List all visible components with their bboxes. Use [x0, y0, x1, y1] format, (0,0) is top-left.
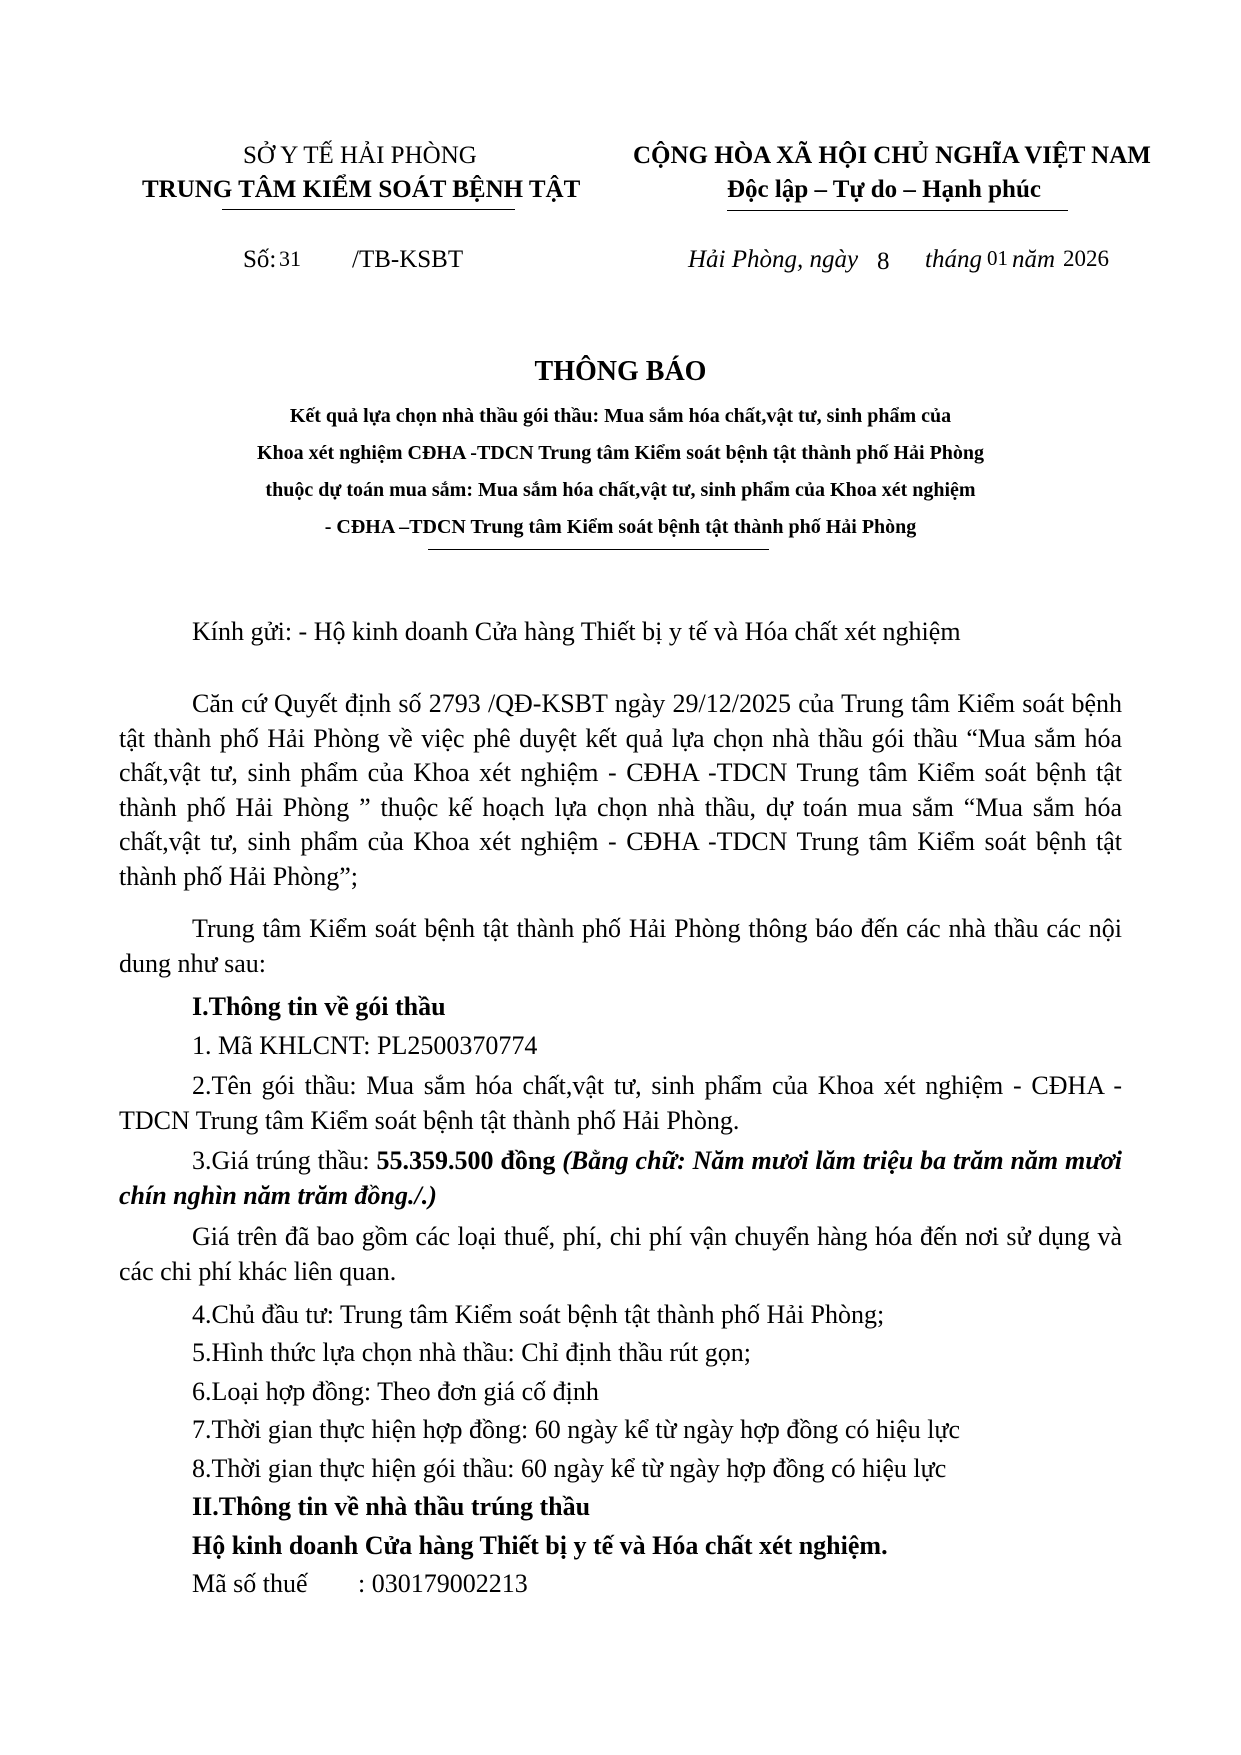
title-line-1: Kết quả lựa chọn nhà thầu gói thầu: Mua sắm hóa chất,vật tư, sinh phẩm của	[289, 405, 952, 427]
announce-paragraph: Trung tâm Kiểm soát bệnh tật thành phố Hải Phòng thông báo đến các nhà thầu các nội dung như sau:	[119, 914, 1122, 978]
title-line-4: - CĐHA –TDCN Trung tâm Kiểm soát bệnh tật thành phố Hải Phòng	[324, 516, 917, 538]
winning-price: 55.359.500 đồng	[376, 1146, 556, 1175]
document-title: THÔNG BÁO	[534, 356, 707, 387]
tax-code-value: : 030179002213	[358, 1569, 528, 1598]
recipient: Kính gửi: - Hộ kinh doanh Cửa hàng Thiết bị y tế và Hóa chất xét nghiệm	[192, 617, 961, 646]
org-name: TRUNG TÂM KIỂM SOÁT BỆNH TẬT	[142, 176, 581, 203]
doc-number: 31	[279, 246, 301, 271]
doc-number-label: Số:	[243, 246, 277, 273]
winning-price-words: (Bằng chữ: Năm mươi lăm triệu ba trăm năm mươi chín nghìn năm trăm đồng./.)	[119, 1146, 1122, 1210]
country-name: CỘNG HÒA XÃ HỘI CHỦ NGHĨA VIỆT NAM	[633, 142, 1151, 169]
item-1: 1. Mã KHLCNT: PL2500370774	[192, 1031, 538, 1060]
year-label: năm	[1012, 246, 1056, 273]
section-2-title: II.Thông tin về nhà thầu trúng thầu	[192, 1492, 591, 1521]
section-1-title: I.Thông tin về gói thầu	[192, 992, 446, 1021]
item-3	[119, 1144, 1122, 1213]
title-line-2: Khoa xét nghiệm CĐHA -TDCN Trung tâm Kiểm soát bệnh tật thành phố Hải Phòng	[256, 442, 985, 464]
tax-code-label: Mã số thuế	[192, 1569, 308, 1598]
item-2: 2.Tên gói thầu: Mua sắm hóa chất,vật tư, sinh phẩm của Khoa xét nghiệm - CĐHA -TDCN Trung tâm Kiểm soát bệnh tật thành phố Hải Phòng.	[119, 1071, 1122, 1135]
doc-number-suffix: /TB-KSBT	[352, 246, 464, 273]
basis-paragraph: Căn cứ Quyết định số 2793 /QĐ-KSBT ngày 29/12/2025 của Trung tâm Kiểm soát bệnh tật thành phố Hải Phòng về việc phê duyệt kết quả lựa chọn nhà thầu gói thầu “Mua sắm hóa chất,vật tư, sinh phẩm của Khoa xét nghiệm - CĐHA -TDCN Trung tâm Kiểm soát bệnh tật thành phố Hải Phòng ” thuộc kế hoạch lựa chọn nhà thầu, dự toán mua sắm “Mua sắm hóa chất,vật tư, sinh phẩm của Khoa xét nghiệm - CĐHA -TDCN Trung tâm Kiểm soát bệnh tật thành phố Hải Phòng”;	[119, 689, 1122, 891]
date-year: 2026	[1063, 246, 1109, 271]
title-line-3: thuộc dự toán mua sắm: Mua sắm hóa chất,vật tư, sinh phẩm của Khoa xét nghiệm	[265, 479, 976, 501]
item-3-label: 3.Giá trúng thầu:	[192, 1146, 377, 1175]
date-month: 01	[987, 246, 1008, 270]
date-day: 8	[877, 248, 890, 275]
item-5: 5.Hình thức lựa chọn nhà thầu: Chỉ định thầu rút gọn;	[192, 1338, 751, 1367]
motto-underline	[727, 210, 1068, 211]
org-underline	[222, 209, 515, 210]
winner-name: Hộ kinh doanh Cửa hàng Thiết bị y tế và Hóa chất xét nghiệm.	[192, 1531, 888, 1560]
item-7: 7.Thời gian thực hiện hợp đồng: 60 ngày kể từ ngày hợp đồng có hiệu lực	[192, 1415, 961, 1444]
org-parent: SỞ Y TẾ HẢI PHÒNG	[243, 142, 477, 169]
national-motto: Độc lập – Tự do – Hạnh phúc	[727, 176, 1041, 203]
place-date-prefix: Hải Phòng, ngày	[688, 246, 859, 273]
title-underline	[428, 549, 769, 550]
month-label: tháng	[925, 246, 982, 273]
item-6: 6.Loại hợp đồng: Theo đơn giá cố định	[192, 1377, 599, 1406]
item-8: 8.Thời gian thực hiện gói thầu: 60 ngày kể từ ngày hợp đồng có hiệu lực	[192, 1454, 947, 1483]
item-4: 4.Chủ đầu tư: Trung tâm Kiểm soát bệnh tật thành phố Hải Phòng;	[192, 1300, 885, 1329]
price-note: Giá trên đã bao gồm các loại thuế, phí, chi phí vận chuyển hàng hóa đến nơi sử dụng và các chi phí khác liên quan.	[119, 1222, 1122, 1286]
